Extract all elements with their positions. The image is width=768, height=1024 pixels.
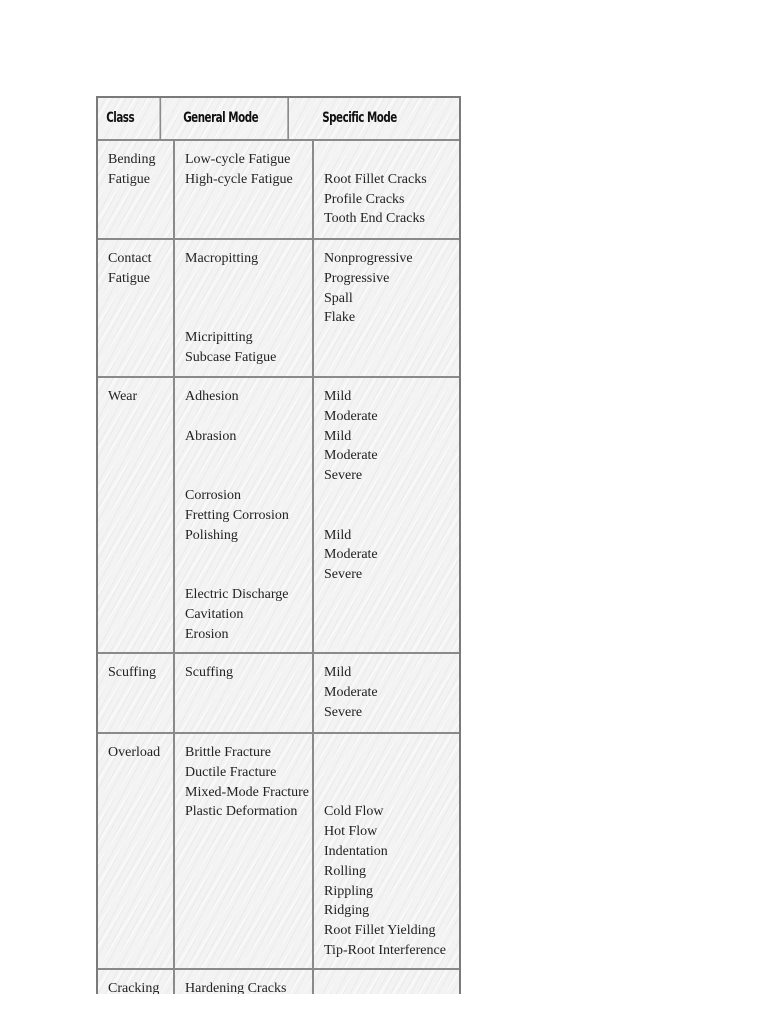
general-mode-text: Mixed-Mode Fracture <box>185 784 310 800</box>
specific-mode-cell <box>314 654 459 732</box>
header-specific-mode: Specific Mode <box>322 110 397 126</box>
general-mode-text: Subcase Fatigue <box>185 349 277 365</box>
specific-mode-text: Moderate <box>324 448 378 464</box>
specific-mode-cell <box>314 734 459 968</box>
general-mode-cell <box>175 240 314 376</box>
specific-mode-text: Tip-Root Interference <box>324 942 446 958</box>
specific-mode-text: Mild <box>324 428 352 444</box>
specific-mode-text: Cold Flow <box>324 804 384 820</box>
general-mode-cell <box>175 970 314 994</box>
table-row <box>98 240 459 378</box>
table-row <box>98 654 459 734</box>
general-mode-text: Hardening Cracks <box>185 981 287 994</box>
specific-mode-cell <box>314 378 459 652</box>
specific-mode-text: Mild <box>324 665 352 680</box>
specific-mode-text: Moderate <box>324 684 378 700</box>
general-mode-text: Low-cycle Fatigue <box>185 152 291 167</box>
general-mode-text: Electric Discharge <box>185 586 289 602</box>
table-grid <box>98 98 459 994</box>
specific-mode-text: Ridging <box>324 903 370 919</box>
class-text: Cracking <box>108 981 160 994</box>
general-mode-text: Macropitting <box>185 251 259 266</box>
specific-mode-cell <box>314 970 459 994</box>
class-text: Fatigue <box>108 171 150 187</box>
specific-mode-text: Root Fillet Cracks <box>324 171 427 187</box>
general-mode-text: Cavitation <box>185 606 244 622</box>
general-mode-text: Fretting Corrosion <box>185 507 289 523</box>
class-cell <box>98 141 175 238</box>
specific-mode-text: Mild <box>324 389 352 404</box>
general-mode-text: High-cycle Fatigue <box>185 171 293 187</box>
specific-mode-text: Rolling <box>324 863 367 879</box>
header-general-mode: General Mode <box>175 98 289 139</box>
specific-mode-text: Moderate <box>324 408 378 424</box>
class-cell <box>98 654 175 732</box>
specific-mode-text: Severe <box>324 468 363 484</box>
specific-mode-cell <box>314 141 459 238</box>
table-row <box>98 734 459 970</box>
general-mode-text: Micripitting <box>185 330 253 346</box>
class-cell <box>98 378 175 652</box>
specific-mode-text: Nonprogressive <box>324 251 413 266</box>
specific-mode-text: Rippling <box>324 883 374 899</box>
specific-mode-text: Root Fillet Yielding <box>324 923 436 939</box>
specific-mode-cell <box>314 240 459 376</box>
general-mode-text: Polishing <box>185 527 238 543</box>
specific-mode-text: Severe <box>324 704 363 720</box>
general-mode-cell <box>175 378 314 652</box>
class-text: Contact <box>108 251 152 266</box>
class-text: Wear <box>108 389 138 404</box>
specific-mode-text: Moderate <box>324 547 378 563</box>
class-cell <box>98 970 175 994</box>
class-cell <box>98 734 175 968</box>
class-text: Scuffing <box>108 665 156 680</box>
general-mode-text: Corrosion <box>185 487 241 503</box>
specific-mode-text: Tooth End Cracks <box>324 211 425 227</box>
table-row <box>98 970 459 994</box>
general-mode-text: Scuffing <box>185 665 233 680</box>
general-mode-text: Adhesion <box>185 389 239 404</box>
general-mode-cell <box>175 141 314 238</box>
header-class: Class <box>98 98 161 139</box>
specific-mode-text: Spall <box>324 290 353 306</box>
general-mode-text: Abrasion <box>185 428 237 444</box>
specific-mode-text: Flake <box>324 310 356 326</box>
specific-mode-text: Mild <box>324 527 352 543</box>
table-header-row <box>98 98 459 141</box>
general-mode-text: Ductile Fracture <box>185 764 277 780</box>
specific-mode-text: Severe <box>324 567 363 583</box>
class-text: Fatigue <box>108 270 150 286</box>
table-row <box>98 378 459 654</box>
class-text: Bending <box>108 152 156 167</box>
general-mode-cell <box>175 734 314 968</box>
general-mode-cell <box>175 654 314 732</box>
table-row <box>98 141 459 240</box>
specific-mode-text: Indentation <box>324 843 388 859</box>
class-text: Overload <box>108 745 161 760</box>
specific-mode-text: Progressive <box>324 270 390 286</box>
failure-modes-table <box>96 96 461 994</box>
specific-mode-text: Hot Flow <box>324 824 378 840</box>
class-cell <box>98 240 175 376</box>
general-mode-text: Plastic Deformation <box>185 804 298 820</box>
specific-mode-text: Profile Cracks <box>324 191 405 207</box>
general-mode-text: Brittle Fracture <box>185 745 271 760</box>
general-mode-text: Erosion <box>185 626 229 642</box>
